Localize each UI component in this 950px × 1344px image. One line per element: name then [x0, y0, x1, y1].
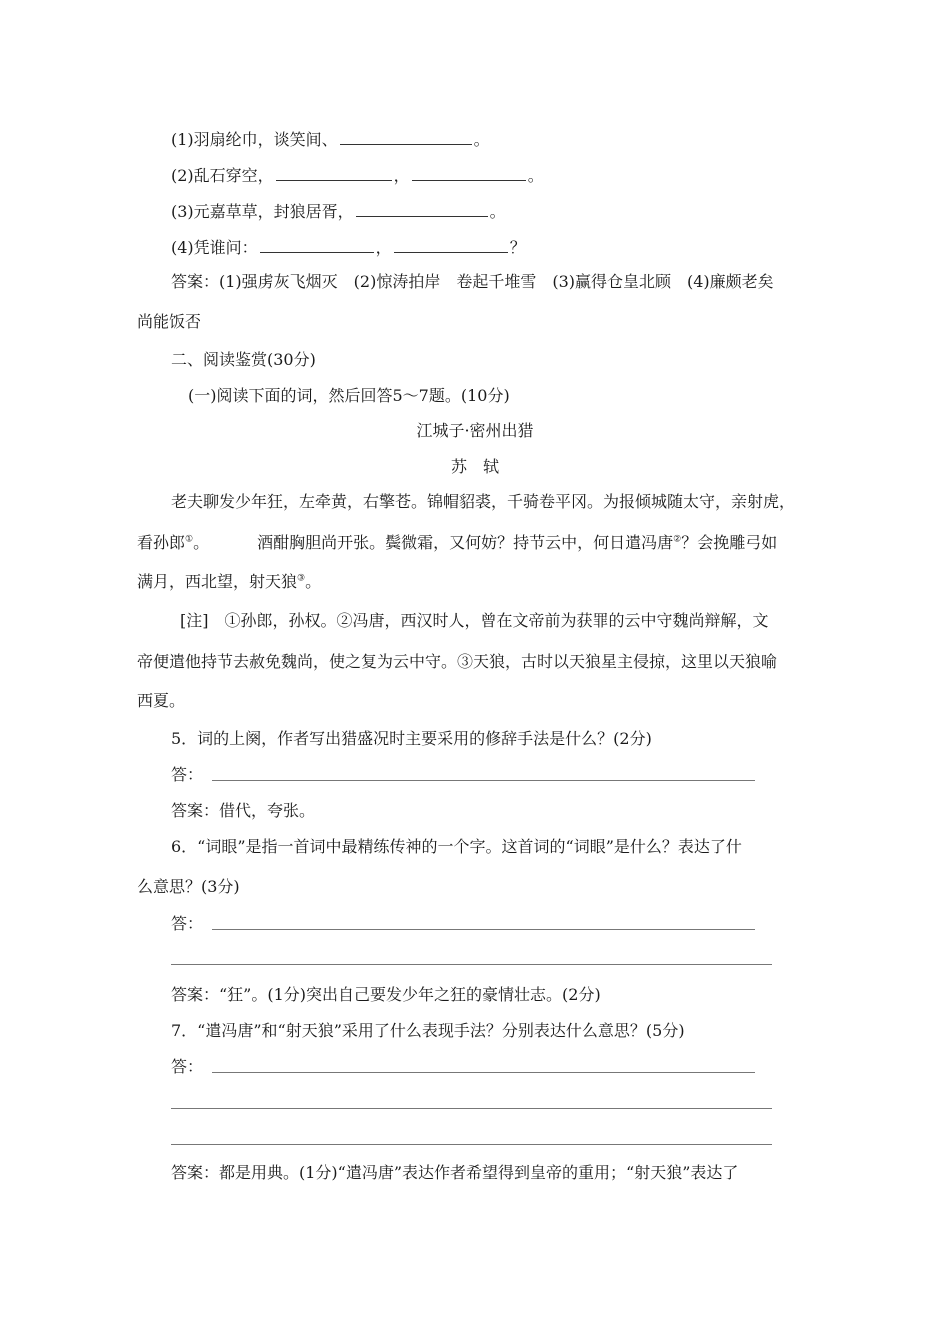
- fill-q3: [171, 200, 506, 222]
- poem-line-2d: ？会挽雕弓如: [681, 533, 778, 552]
- q7-answer-line-3[interactable]: [171, 1144, 772, 1145]
- q6-answer-line-2[interactable]: [171, 964, 772, 965]
- poem-line-1: 老夫聊发少年狂，左牵黄，右擎苍。锦帽貂裘，千骑卷平冈。为报倾城随太守，亲射虎，: [171, 492, 796, 511]
- q6-question-line-1: 6．“词眼”是指一首词中最精练传神的一个字。这首词的“词眼”是什么？表达了什: [171, 837, 742, 856]
- fill-q1: [171, 128, 490, 150]
- fill-q1-blank[interactable]: [340, 128, 472, 145]
- q7-answer: 答案：都是用典。(1分)“遣冯唐”表达作者希望得到皇帝的重用；“射天狼”表达了: [171, 1163, 739, 1182]
- fill-q2-blank-1[interactable]: [276, 164, 392, 181]
- poem-line-3a: 满月，西北望，射天狼: [137, 572, 298, 591]
- q7-answer-line-2[interactable]: [171, 1108, 772, 1109]
- fill-q3-blank[interactable]: [356, 200, 488, 217]
- section-heading: 二、阅读鉴赏(30分): [171, 350, 316, 369]
- q6-answer-prompt: 答：: [171, 914, 204, 933]
- poem-line-2: [137, 533, 777, 553]
- fill-q2: [171, 164, 544, 186]
- poem-line-3b: 。: [305, 572, 322, 591]
- poem-title: 江城子·密州出猎: [416, 421, 534, 440]
- fill-q2-prefix: (2)乱石穿空，: [171, 166, 274, 185]
- fill-q1-suffix: 。: [473, 130, 490, 149]
- fill-q1-prefix: (1)羽扇纶巾，谈笑间、: [171, 130, 338, 149]
- q6-answer: 答案：“狂”。(1分)突出自己要发少年之狂的豪情壮志。(2分): [171, 985, 601, 1004]
- poem-line-2c: 酒酣胸胆尚开张。鬓微霜，又何妨？持节云中，何日遣冯唐: [257, 533, 674, 552]
- q6-question-line-2: 么意思？(3分): [137, 877, 240, 896]
- q5-question: 5．词的上阕，作者写出猎盛况时主要采用的修辞手法是什么？(2分): [171, 729, 652, 748]
- notes-line-1: [注] ①孙郎，孙权。②冯唐，西汉时人，曾在文帝前为获罪的云中守魏尚辩解，文: [180, 611, 769, 630]
- notes-line-3: 西夏。: [137, 691, 186, 710]
- q5-answer-prompt: 答：: [171, 765, 204, 784]
- q6-answer-line-1[interactable]: [212, 929, 755, 930]
- fill-answer-line1: 答案：(1)强虏灰飞烟灭 (2)惊涛拍岸 卷起千堆雪 (3)赢得仓皇北顾 (4)廉颇老矣: [171, 272, 774, 291]
- poem-line-2b: 。: [193, 533, 210, 552]
- fill-q4-prefix: (4)凭谁问：: [171, 238, 258, 257]
- q7-answer-prompt: 答：: [171, 1057, 204, 1076]
- fill-q4-suffix: ？: [509, 238, 526, 257]
- q7-question: 7．“遣冯唐”和“射天狼”采用了什么表现手法？分别表达什么意思？(5分): [171, 1021, 685, 1040]
- footnote-mark-1: ①: [185, 534, 194, 545]
- poem-author: 苏 轼: [450, 457, 499, 476]
- fill-answer-line2: 尚能饭否: [137, 312, 202, 331]
- poem-line-3: [137, 572, 321, 592]
- poem-line-2a: 看孙郎: [137, 533, 186, 552]
- q5-answer-line[interactable]: [212, 780, 755, 781]
- q5-answer: 答案：借代，夸张。: [171, 801, 316, 820]
- fill-q4: [171, 236, 526, 258]
- footnote-mark-3: ③: [297, 573, 306, 584]
- fill-q3-suffix: 。: [489, 202, 506, 221]
- notes-line-2: 帝便遣他持节去赦免魏尚，使之复为云中守。③天狼，古时以天狼星主侵掠，这里以天狼喻: [137, 652, 778, 671]
- fill-q2-blank-2[interactable]: [412, 164, 526, 181]
- fill-q4-blank-2[interactable]: [394, 236, 508, 253]
- fill-q2-sep: ，: [393, 166, 410, 185]
- footnote-mark-2: ②: [673, 534, 682, 545]
- q7-answer-line-1[interactable]: [212, 1072, 755, 1073]
- fill-q3-prefix: (3)元嘉草草，封狼居胥，: [171, 202, 354, 221]
- fill-q4-blank-1[interactable]: [260, 236, 374, 253]
- section-subheading: (一)阅读下面的词，然后回答5～7题。(10分): [188, 386, 510, 405]
- fill-q4-sep: ，: [375, 238, 392, 257]
- fill-q2-suffix: 。: [527, 166, 544, 185]
